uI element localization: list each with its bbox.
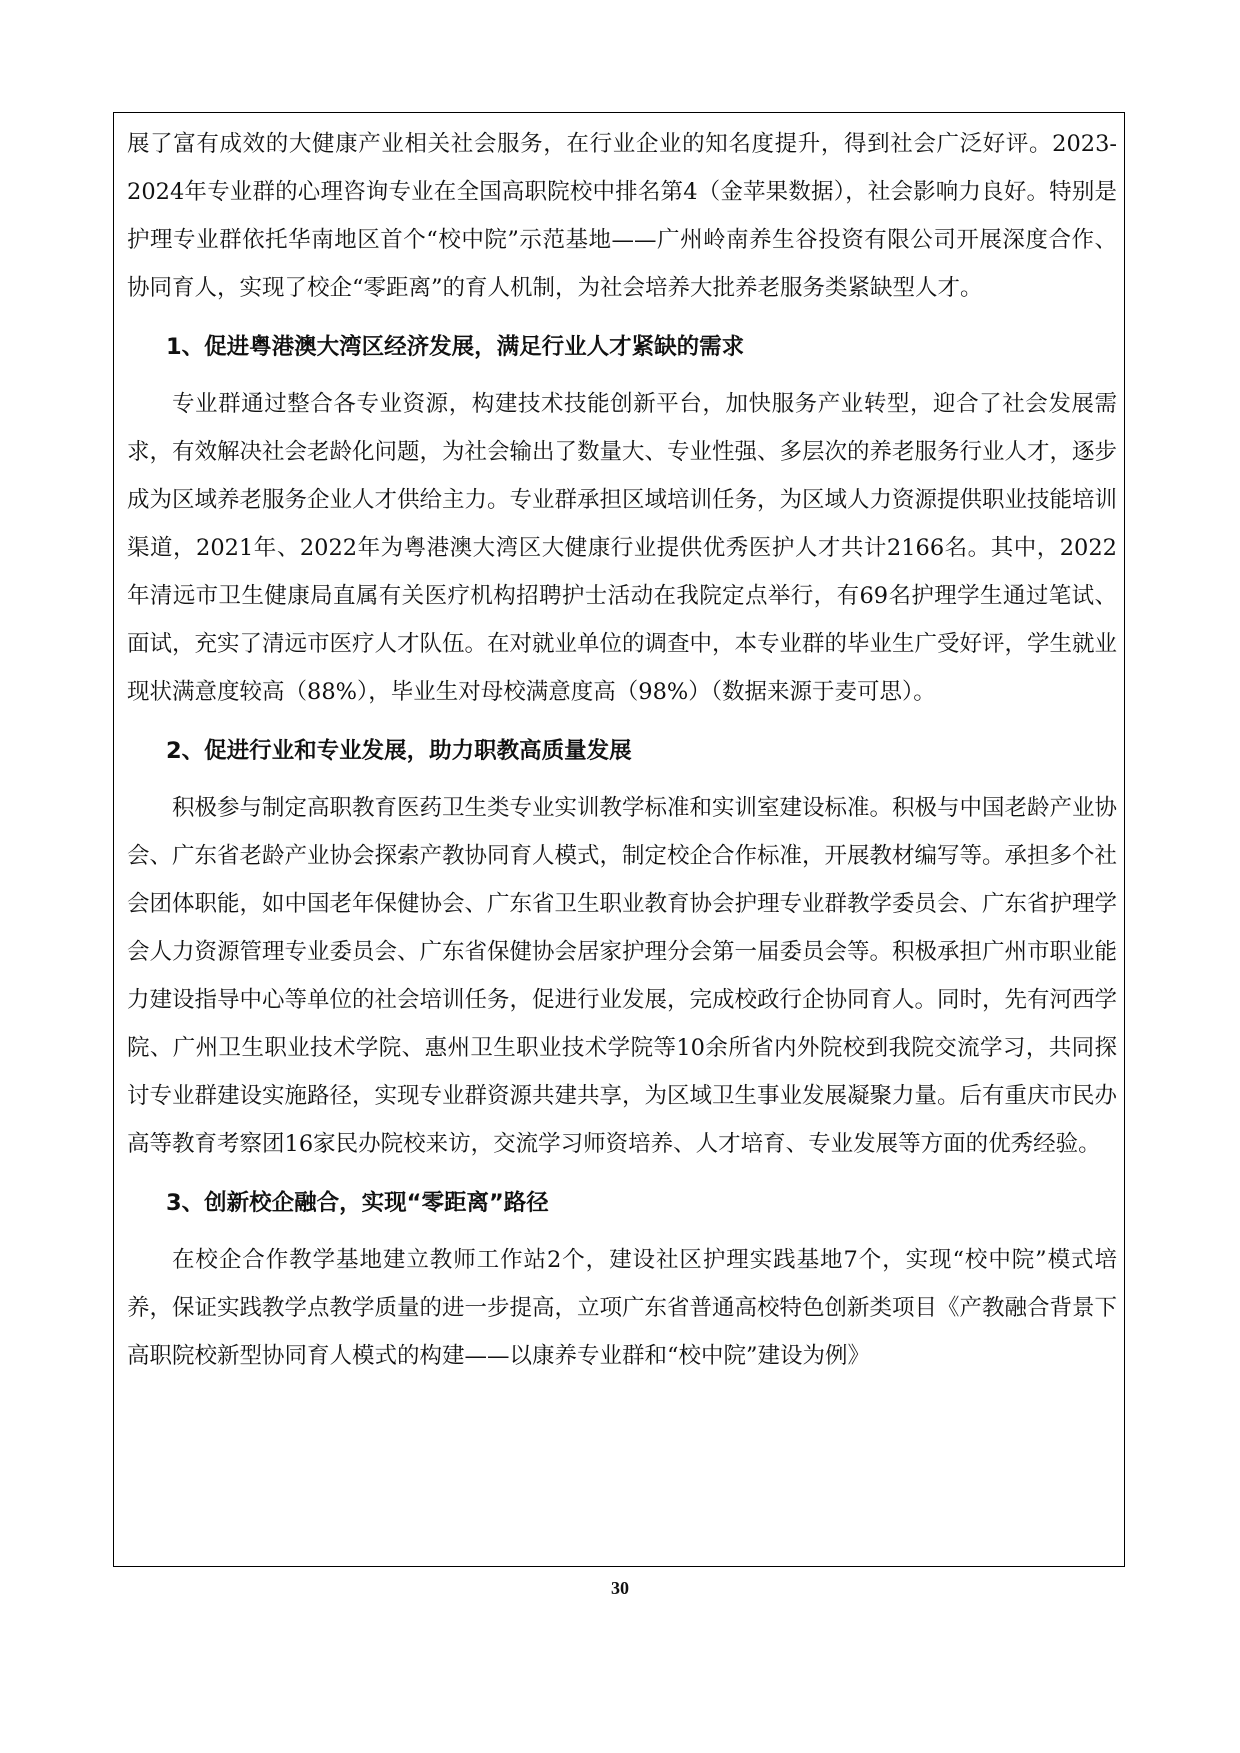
section-body-2: 积极参与制定高职教育医药卫生类专业实训教学标准和实训室建设标准。积极与中国老龄产业协会、广东省老龄产业协会探索产教协同育人模式，制定校企合作标准，开展教材编写等。承担多个社会团体职能，如中国老年保健协会、广东省卫生职业教育协会护理专业群教学委员会、广东省护理学会人力资源管理专业委员会、广东省保健协会居家护理分会第一届委员会等。积极承担广州市职业能力建设指导中心等单位的社会培训任务，促进行业发展，完成校政行企协同育人。同时，先有河西学院、广州卫生职业技术学院、惠州卫生职业技术学院等10余所省内外院校到我院交流学习，共同探讨专业群建设实施路径，实现专业群资源共建共享，为区域卫生事业发展凝聚力量。后有重庆市民办高等教育考察团16家民办院校来访，交流学习师资培养、人才培育、专业发展等方面的优秀经验。 xyxy=(127,795,1118,1157)
section-heading-2: 2、促进行业和专业发展，助力职教高质量发展 xyxy=(166,738,632,764)
section-body-3: 在校企合作教学基地建立教师工作站2个，建设社区护理实践基地7个，实现“校中院”模式培养，保证实践教学点教学质量的进一步提高，立项广东省普通高校特色创新类项目《产教融合背景下高职院校新型协同育人模式的构建——以康养专业群和“校中院”建设为例》 xyxy=(127,1247,1118,1369)
section-heading-1: 1、促进粤港澳大湾区经济发展，满足行业人才紧缺的需求 xyxy=(166,334,745,360)
intro-paragraph: 展了富有成效的大健康产业相关社会服务，在行业企业的知名度提升，得到社会广泛好评。2023-2024年专业群的心理咨询专业在全国高职院校中排名第4（金苹果数据），社会影响力良好。特别是护理专业群依托华南地区首个“校中院”示范基地——广州岭南养生谷投资有限公司开展深度合作、协同育人，实现了校企“零距离”的育人机制，为社会培养大批养老服务类紧缺型人才。 xyxy=(127,131,1117,301)
document-body xyxy=(127,120,1117,1380)
section-heading-3: 3、创新校企融合，实现“零距离”路径 xyxy=(166,1190,549,1216)
section-body-1: 专业群通过整合各专业资源，构建技术技能创新平台，加快服务产业转型，迎合了社会发展需求，有效解决社会老龄化问题，为社会输出了数量大、专业性强、多层次的养老服务行业人才，逐步成为区域养老服务企业人才供给主力。专业群承担区域培训任务，为区域人力资源提供职业技能培训渠道，2021年、2022年为粤港澳大湾区大健康行业提供优秀医护人才共计2166名。其中，2022年清远市卫生健康局直属有关医疗机构招聘护士活动在我院定点举行，有69名护理学生通过笔试、面试，充实了清远市医疗人才队伍。在对就业单位的调查中，本专业群的毕业生广受好评，学生就业现状满意度较高（88%），毕业生对母校满意度高（98%）（数据来源于麦可思）。 xyxy=(127,391,1118,705)
page-number: 30 xyxy=(611,1578,629,1598)
